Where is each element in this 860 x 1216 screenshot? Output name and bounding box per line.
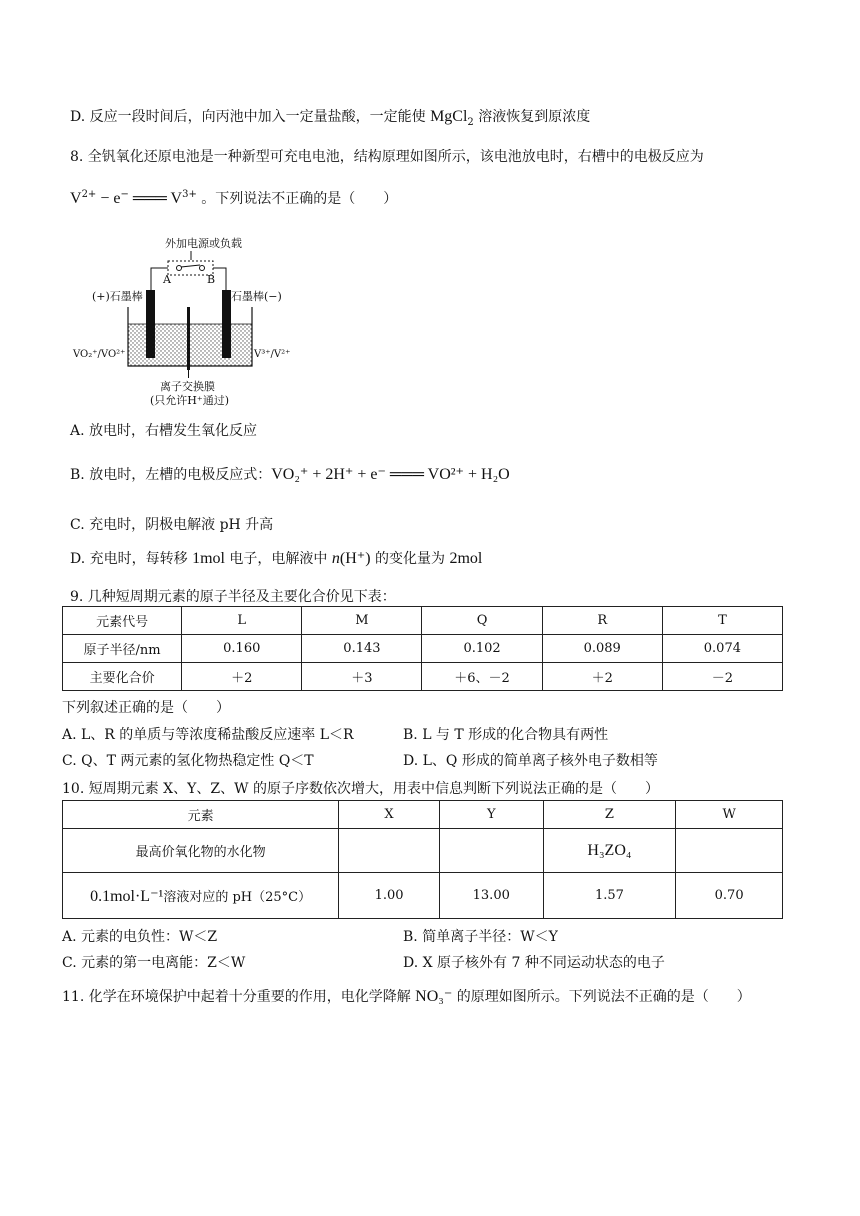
q10-option-b: B. 简单离子半径：W＜Y bbox=[403, 929, 558, 945]
table-cell bbox=[63, 873, 339, 919]
fig-terminal-a bbox=[177, 266, 182, 271]
table-cell: 0.70 bbox=[676, 873, 783, 919]
fig-switch bbox=[181, 265, 200, 267]
table-row bbox=[63, 635, 783, 663]
table-cell: H₃ZO₄ bbox=[543, 829, 676, 873]
q8-option-b-equation: VO₂⁺ + 2H⁺ + e⁻ ═══ VO²⁺ + H₂O bbox=[271, 466, 510, 483]
q8-option-a: A. 放电时，右槽发生氧化反应 bbox=[70, 423, 258, 439]
table-cell: ＋3 bbox=[302, 663, 422, 691]
fig-terminal-b bbox=[200, 266, 205, 271]
q8-eq-sup1: 2+ bbox=[81, 189, 97, 200]
table-row bbox=[63, 873, 783, 919]
q7-option-d-text: D. 反应一段时间后，向丙池中加入一定量盐酸，一定能使 bbox=[70, 109, 431, 125]
q8-stem-tail: 。下列说法不正确的是（ ） bbox=[196, 191, 398, 207]
q11-stem-tail: 的原理如图所示。下列说法不正确的是（ ） bbox=[452, 989, 751, 1005]
q10-option-a: A. 元素的电负性：W＜Z bbox=[62, 929, 218, 945]
q7-option-d bbox=[70, 106, 590, 128]
q8-option-d-n: n bbox=[331, 550, 340, 567]
q8-eq-v: V bbox=[70, 190, 82, 207]
q10-concentration: 0.1mol·L⁻¹ bbox=[90, 887, 164, 905]
q8-stem: 8. 全钒氧化还原电池是一种新型可充电电池，结构原理如图所示，该电池放电时，右槽中的电极反应为 bbox=[70, 149, 704, 165]
table-row bbox=[63, 801, 783, 829]
table-cell: －2 bbox=[662, 663, 782, 691]
fig-left-solution: VO₂⁺/VO²⁺ bbox=[73, 349, 126, 360]
table-cell: Q bbox=[422, 607, 542, 635]
q9-option-d: D. L、Q 形成的简单离子核外电子数相等 bbox=[403, 753, 658, 769]
q8-option-b bbox=[70, 464, 510, 484]
table-cell: 0.089 bbox=[542, 635, 662, 663]
q8-eq-v2: V bbox=[170, 190, 183, 207]
table-cell: 1.57 bbox=[543, 873, 676, 919]
q8-eq-mid: − e bbox=[96, 190, 121, 207]
table-row bbox=[63, 663, 783, 691]
table-cell: 1.00 bbox=[339, 873, 440, 919]
q8-option-d-2mol: 2mol bbox=[449, 550, 483, 567]
q11-stem bbox=[62, 986, 751, 1006]
battery-diagram bbox=[70, 232, 300, 412]
table-cell bbox=[676, 829, 783, 873]
table-cell bbox=[339, 829, 440, 873]
table-cell: M bbox=[302, 607, 422, 635]
q8-option-d-mid: 电子，电解液中 bbox=[224, 551, 332, 567]
table-cell: ＋2 bbox=[182, 663, 302, 691]
fig-membrane-note: (只允许H⁺通过) bbox=[150, 394, 229, 407]
table-cell: X bbox=[339, 801, 440, 829]
fig-label-a: A bbox=[163, 273, 171, 286]
q7-option-d-tail: 溶液恢复到原浓度 bbox=[473, 109, 591, 125]
table-cell: 0.074 bbox=[662, 635, 782, 663]
table-cell: 13.00 bbox=[439, 873, 543, 919]
table-cell: T bbox=[662, 607, 782, 635]
fig-right-rod-label: 石墨棒(−) bbox=[231, 290, 282, 303]
table-cell: Y bbox=[439, 801, 543, 829]
table-cell: ＋2 bbox=[542, 663, 662, 691]
q10-stem: 10. 短周期元素 X、Y、Z、W 的原子序数依次增大，用表中信息判断下列说法正确的是（ ） bbox=[62, 781, 659, 797]
fig-membrane-label: 离子交换膜 bbox=[160, 380, 215, 393]
q8-option-c: C. 充电时，阴极电解液 pH 升高 bbox=[70, 517, 274, 533]
table-cell bbox=[439, 829, 543, 873]
table-row bbox=[63, 607, 783, 635]
fig-right-solution: V³⁺/V²⁺ bbox=[254, 349, 291, 360]
table-cell: 0.143 bbox=[302, 635, 422, 663]
fig-left-rod bbox=[146, 290, 155, 358]
fig-membrane bbox=[187, 307, 190, 370]
q11-stem-text: 11. 化学在环境保护中起着十分重要的作用，电化学降解 bbox=[62, 989, 416, 1005]
table-cell: 0.160 bbox=[182, 635, 302, 663]
fig-top-label: 外加电源或负载 bbox=[165, 237, 242, 250]
q10-table bbox=[62, 800, 783, 919]
table-cell: 主要化合价 bbox=[63, 663, 182, 691]
q10-option-c: C. 元素的第一电离能：Z＜W bbox=[62, 955, 246, 971]
q8-option-d-h: (H⁺) bbox=[339, 550, 371, 567]
table-row bbox=[63, 829, 783, 873]
q8-option-d bbox=[70, 548, 482, 568]
q10-option-d: D. X 原子核外有 7 种不同运动状态的电子 bbox=[403, 955, 665, 971]
q9-stem: 9. 几种短周期元素的原子半径及主要化合价见下表： bbox=[70, 589, 396, 605]
fig-left-rod-label: (+)石墨棒 bbox=[92, 290, 143, 303]
q7-formula: MgCl bbox=[430, 108, 468, 125]
q9-option-b: B. L 与 T 形成的化合物具有两性 bbox=[403, 727, 609, 743]
table-cell: 元素代号 bbox=[63, 607, 182, 635]
table-cell: 最高价氧化物的水化物 bbox=[63, 829, 339, 873]
q8-eq-sup3: 3+ bbox=[182, 189, 197, 200]
q8-option-d-text: D. 充电时，每转移 bbox=[70, 551, 193, 567]
q8-option-b-text: B. 放电时，左槽的电极反应式： bbox=[70, 467, 272, 483]
q11-formula: NO₃⁻ bbox=[415, 988, 453, 1005]
table-cell: ＋6、－2 bbox=[422, 663, 542, 691]
q8-equation-line bbox=[70, 188, 397, 208]
q8-option-d-post: 的变化量为 bbox=[370, 551, 450, 567]
fig-label-b: B bbox=[207, 273, 216, 286]
table-cell: 元素 bbox=[63, 801, 339, 829]
table-cell: L bbox=[182, 607, 302, 635]
table-cell: R bbox=[542, 607, 662, 635]
q7-formula-sub: 2 bbox=[467, 117, 474, 128]
q9-after: 下列叙述正确的是（ ） bbox=[62, 700, 230, 716]
q8-option-d-1mol: 1mol bbox=[192, 550, 225, 567]
q9-option-c: C. Q、T 两元素的氢化物热稳定性 Q＜T bbox=[62, 753, 314, 769]
fig-right-rod bbox=[222, 290, 231, 358]
q8-eq-arrow: ═══ bbox=[128, 190, 171, 207]
table-cell: 原子半径/nm bbox=[63, 635, 182, 663]
q8-eq-sup2: − bbox=[120, 189, 129, 200]
table-cell: 0.102 bbox=[422, 635, 542, 663]
table-cell: W bbox=[676, 801, 783, 829]
q10-ph-label: 溶液对应的 pH（25°C） bbox=[163, 889, 312, 905]
q9-option-a: A. L、R 的单质与等浓度稀盐酸反应速率 L＜R bbox=[62, 727, 354, 743]
q9-table bbox=[62, 606, 783, 691]
table-cell: Z bbox=[543, 801, 676, 829]
